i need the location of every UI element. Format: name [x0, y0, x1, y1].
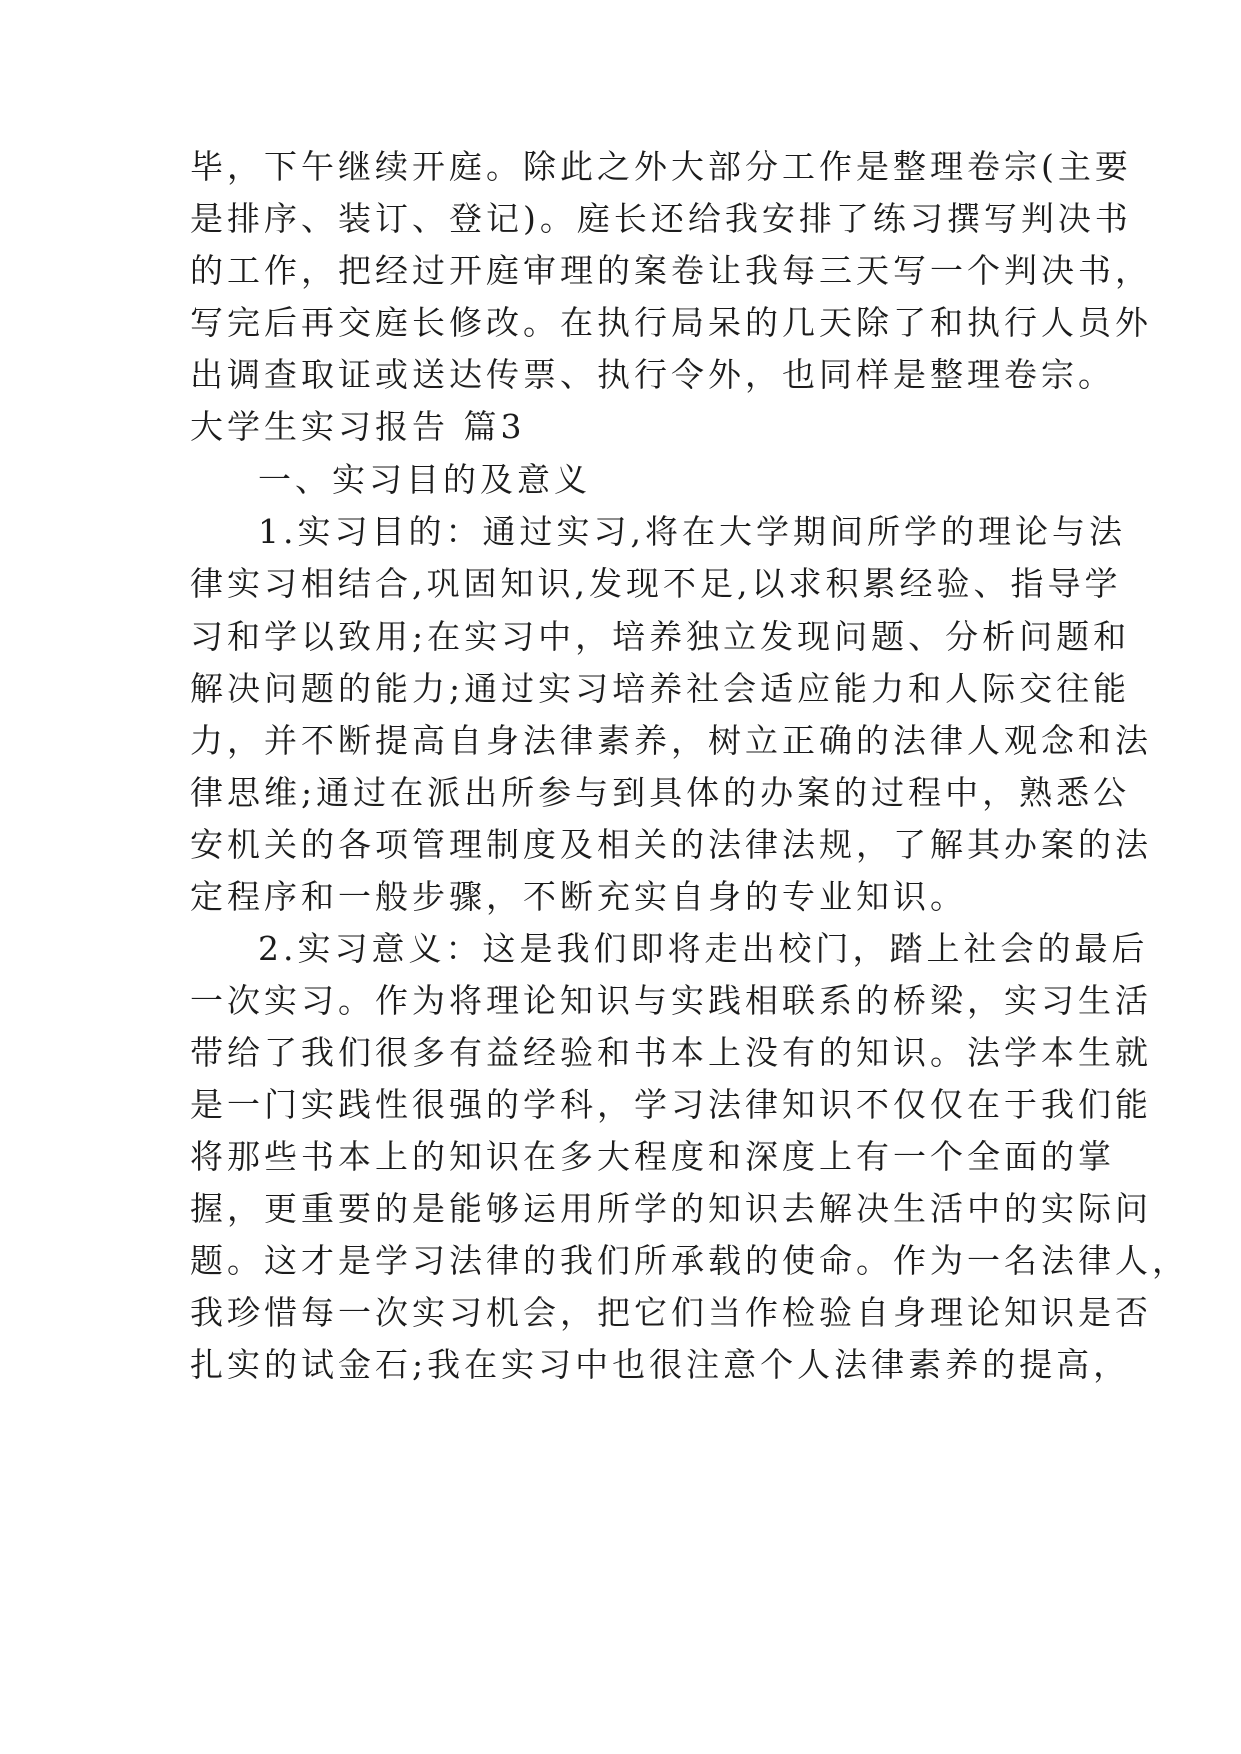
text-line: 1.实习目的：通过实习,将在大学期间所学的理论与法	[258, 512, 1126, 551]
text-line: 安机关的各项管理制度及相关的法律法规，了解其办案的法	[190, 825, 1152, 864]
text-line: 写完后再交庭长修改。在执行局呆的几天除了和执行人员外	[190, 303, 1152, 342]
text-line: 2.实习意义：这是我们即将走出校门，踏上社会的最后	[258, 929, 1149, 968]
text-line: 将那些书本上的知识在多大程度和深度上有一个全面的掌	[190, 1137, 1115, 1176]
text-line: 律实习相结合,巩固知识,发现不足,以求积累经验、指导学	[190, 564, 1122, 603]
text-line: 定程序和一般步骤，不断充实自身的专业知识。	[190, 877, 967, 916]
text-line: 出调查取证或送达传票、执行令外，也同样是整理卷宗。	[190, 355, 1115, 394]
text-line: 力，并不断提高自身法律素养，树立正确的法律人观念和法	[190, 721, 1152, 760]
text-line: 解决问题的能力;通过实习培养社会适应能力和人际交往能	[190, 669, 1131, 708]
text-line: 握，更重要的是能够运用所学的知识去解决生活中的实际问	[190, 1189, 1152, 1228]
text-line: 带给了我们很多有益经验和书本上没有的知识。法学本生就	[190, 1033, 1152, 1072]
text-line: 题。这才是学习法律的我们所承载的使命。作为一名法律人，	[190, 1241, 1189, 1280]
text-line: 的工作，把经过开庭审理的案卷让我每三天写一个判决书，	[190, 251, 1152, 290]
text-line: 律思维;通过在派出所参与到具体的办案的过程中，熟悉公	[190, 773, 1131, 812]
text-line: 扎实的试金石;我在实习中也很注意个人法律素养的提高，	[190, 1345, 1131, 1384]
text-line: 是一门实践性很强的学科，学习法律知识不仅仅在于我们能	[190, 1085, 1152, 1124]
subsection-heading: 一、实习目的及意义	[258, 460, 591, 499]
text-line: 一次实习。作为将理论知识与实践相联系的桥梁，实习生活	[190, 981, 1152, 1020]
text-line: 我珍惜每一次实习机会，把它们当作检验自身理论知识是否	[190, 1293, 1152, 1332]
section-heading: 大学生实习报告 篇3	[190, 407, 526, 446]
text-line: 毕，下午继续开庭。除此之外大部分工作是整理卷宗(主要	[190, 147, 1132, 186]
text-line: 是排序、装订、登记)。庭长还给我安排了练习撰写判决书	[190, 199, 1132, 238]
text-line: 习和学以致用;在实习中，培养独立发现问题、分析问题和	[190, 617, 1131, 656]
